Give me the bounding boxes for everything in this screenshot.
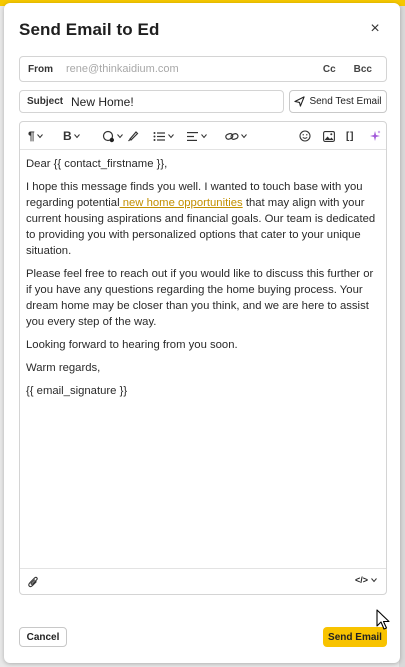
send-email-button[interactable]: Send Email [323,627,387,647]
text-style-button[interactable] [63,128,80,144]
body-paragraph-1 [26,179,382,259]
signature-placeholder: {{ email_signature }} [26,385,128,397]
chevron-down-icon [168,133,174,139]
cancel-button[interactable]: Cancel [19,627,67,647]
brackets-icon: [ ] [346,130,353,142]
editor-footer [20,568,386,594]
brush-icon [127,130,139,142]
cc-button[interactable]: Cc [322,63,336,75]
subject-field[interactable] [19,90,284,113]
emoji-button[interactable] [299,128,311,144]
greeting-line: Dear {{ contact_firstname }}, [26,158,168,170]
paragraph-1-text-end: that may align with your current housing aspirations and financial goals. Our team is dedicated to providing you with personalized options that cater to your unique situation. [26,197,376,257]
list-icon [153,131,166,142]
from-input[interactable]: rene@thinkaidium.com [66,63,179,75]
list-button[interactable] [153,128,174,144]
code-icon: </> [354,575,368,585]
link-icon [225,131,239,142]
paperclip-icon[interactable] [28,575,39,593]
home-opportunities-link[interactable]: new home opportunities [119,197,243,209]
bcc-button[interactable]: Bcc [353,63,372,75]
code-view-button[interactable] [355,575,377,585]
chevron-down-icon [117,133,123,139]
ai-assist-button[interactable] [369,128,381,144]
smiley-icon [299,130,311,142]
pilcrow-icon: ¶ [28,129,35,143]
send-test-email-button[interactable] [289,90,387,113]
subject-label: Subject [27,96,64,107]
send-email-dialog [4,3,400,663]
alignment-button[interactable] [187,128,207,144]
closing-line: Warm regards, [26,362,101,374]
highlight-button[interactable] [127,128,139,144]
editor-toolbar [20,122,386,150]
send-icon [294,96,305,107]
email-body[interactable] [26,156,382,406]
image-icon [323,131,335,142]
chevron-down-icon [74,133,80,139]
close-icon[interactable]: × [370,20,380,37]
chevron-down-icon [201,133,207,139]
body-paragraph-2: Please feel free to reach out if you would like to discuss this further or if you have any questions regarding the home buying process. Your dream home may be closer than you think, and we are here to assist you every step of the way. [26,268,374,328]
bold-icon: B [63,129,72,143]
paragraph-format-button[interactable] [28,128,43,144]
dialog-title: Send Email to Ed [19,20,160,39]
chevron-down-icon [241,133,247,139]
send-test-email-label: Send Test Email [309,96,382,107]
text-color-button[interactable] [102,128,123,144]
from-field [19,56,387,82]
align-icon [187,131,199,142]
chevron-down-icon [371,577,377,583]
body-paragraph-3: Looking forward to hearing from you soon. [26,339,238,351]
merge-field-button[interactable] [346,128,352,144]
link-button[interactable] [225,128,247,144]
image-button[interactable] [323,128,335,144]
subject-input[interactable]: New Home! [71,94,134,109]
chevron-down-icon [37,133,43,139]
mouse-cursor-icon [376,609,390,631]
from-label: From [28,63,53,75]
email-editor[interactable] [19,121,387,595]
sparkle-icon [369,130,381,142]
paragraph-1-text: I hope this message finds you well. I wanted to touch base with you regarding potential [26,181,363,209]
palette-icon [102,130,115,143]
